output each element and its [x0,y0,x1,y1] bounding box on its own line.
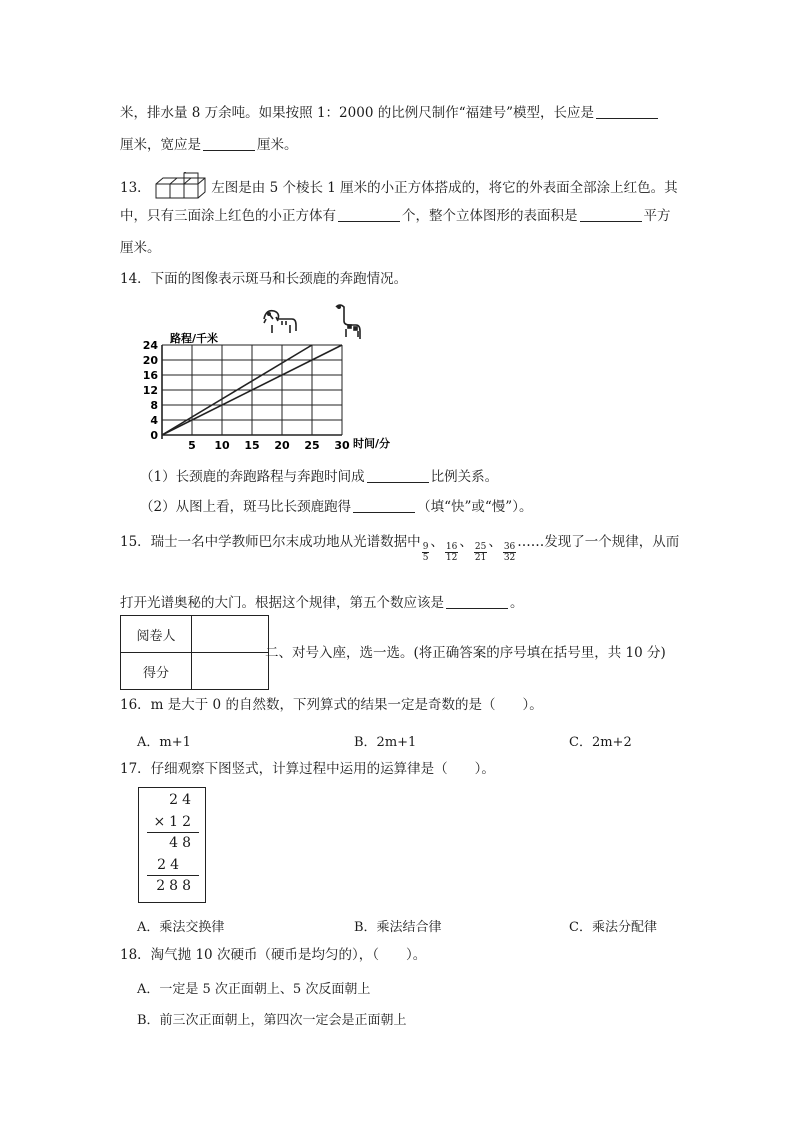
zebra-icon [264,311,296,333]
q16-option-c[interactable]: C．2m+2 [569,735,632,750]
section-2-text: 二、对号入座，选一选。(将正确答案的序号填在括号里，共 10 分) [265,645,666,661]
q12-line-1 [120,104,660,122]
score-table [120,615,269,690]
q17-text: 17．仔细观察下图竖式，计算过程中运用的运算律是（ ）。 [120,761,495,777]
x-tick-label: 15 [244,439,260,452]
q14-title [120,270,407,288]
calc-row-3: 48 [169,835,195,851]
q13-line-2 [120,207,671,225]
calc-row-5: 288 [156,878,195,894]
q17-question [120,760,495,778]
answer-blank-surface-area[interactable] [580,208,642,222]
calc-rule-2 [147,875,199,876]
q18-text: 18．淘气抛 10 次硬币（硬币是均匀的），（ ）。 [120,947,427,963]
fraction-3: $\frac{25}{21}$ [474,542,487,563]
q14-sub1-text-b: 比例关系。 [430,469,499,485]
q18-option-b[interactable]: B．前三次正面朝上，第四次一定会是正面朝上 [137,1013,407,1028]
y-tick-label: 24 [142,339,158,352]
q18-question [120,946,426,964]
answer-blank-proportion[interactable] [367,469,429,483]
x-tick-label: 20 [274,439,290,452]
q15-text-a: 15．瑞士一名中学教师巴尔末成功地从光谱数据中 [120,534,421,550]
answer-blank-fifth-number[interactable] [446,595,508,609]
calc-rule-1 [147,832,199,833]
q13-text-a: 左图是由 5 个棱长 1 厘米的小正方体搭成的，将它的外表面全部涂上红色。其 [211,180,678,196]
q15-line-2 [120,594,524,612]
y-tick-label: 20 [142,354,158,367]
q15-text-b2: 。 [510,595,524,611]
calc-row-4: 24 [157,857,183,873]
q13-line-3 [120,239,161,257]
q15-text-b1: 打开光谱奥秘的大门。根据这个规律，第五个数应该是 [120,595,444,611]
calc-row-1: 24 [169,792,195,808]
x-tick-label: 30 [334,439,350,452]
y-tick-label: 4 [150,414,158,427]
q12-text-c: 厘米。 [257,137,298,153]
q14-sub2-text-b: （填“快”或“慢”）。 [417,499,533,515]
fraction-2: $\frac{16}{12}$ [445,542,458,563]
score-label: 得分 [121,653,192,690]
vertical-multiplication [138,787,206,903]
q12-line-2 [120,136,298,154]
score-cell[interactable] [192,653,269,690]
q13-number: 13． [120,180,151,196]
q16-option-b[interactable]: B．2m+1 [354,735,417,750]
q14-sub1 [140,468,498,486]
q18-option-a[interactable]: A．一定是 5 次正面朝上、5 次反面朝上 [137,982,371,997]
q16-option-a[interactable]: A．m+1 [137,735,191,750]
answer-blank-three-faces[interactable] [338,208,400,222]
cube-figure-icon [155,172,207,200]
q17-option-c[interactable]: C．乘法分配律 [569,920,657,935]
q12-text-a: 米，排水量 8 万余吨。如果按照 1：2000 的比例尺制作“福建号”模型，长应是 [120,105,595,121]
x-tick-label: 5 [188,439,196,452]
section-2-header [265,644,666,662]
q15-text-tail: ……发现了一个规律，从而 [517,534,680,550]
q17-option-b[interactable]: B．乘法结合律 [354,920,442,935]
giraffe-icon [336,305,360,339]
x-tick-label: 10 [214,439,230,452]
q13-text-b2: 个，整个立体图形的表面积是 [402,208,578,224]
answer-blank-speed[interactable] [353,499,415,513]
y-tick-label: 16 [142,369,158,382]
answer-blank-length[interactable] [596,105,658,119]
answer-blank-width[interactable] [203,137,255,151]
calc-row-2: ×12 [153,814,195,830]
grader-label: 阅卷人 [121,616,192,653]
running-chart [140,305,400,455]
x-tick-label: 25 [304,439,320,452]
q15-line-1: 15．瑞士一名中学教师巴尔末成功地从光谱数据中 $\frac{9}{5}$ 、 $\frac{16}{12}$ 、 $\frac{25}{21}$ 、 $\frac{36}{32}$ ……发现了一个规律，从而 [120,534,680,563]
q13-text-c: 厘米。 [120,240,161,256]
q16-question [120,696,543,714]
y-tick-label: 12 [142,384,158,397]
x-axis-label: 时间/分 [353,437,391,450]
y-tick-label: 0 [150,429,158,442]
q13-text-b3: 平方 [643,208,671,224]
q12-text-b: 厘米，宽应是 [120,137,201,153]
grader-cell[interactable] [192,616,269,653]
q17-option-a[interactable]: A．乘法交换律 [137,920,225,935]
q13-line-1 [120,172,678,200]
fraction-4: $\frac{36}{32}$ [503,542,516,563]
q14-sub2-text-a: （2）从图上看，斑马比长颈鹿跑得 [140,499,352,515]
q16-text: 16．m 是大于 0 的自然数，下列算式的结果一定是奇数的是（ ）。 [120,697,543,713]
q14-text: 14．下面的图像表示斑马和长颈鹿的奔跑情况。 [120,271,408,287]
q14-sub1-text-a: （1）长颈鹿的奔跑路程与奔跑时间成 [140,469,365,485]
y-tick-label: 8 [150,399,158,412]
y-axis-label: 路程/千米 [170,332,219,345]
fraction-1: $\frac{9}{5}$ [422,542,429,563]
q13-text-b1: 中，只有三面涂上红色的小正方体有 [120,208,336,224]
q14-sub2 [140,498,532,516]
